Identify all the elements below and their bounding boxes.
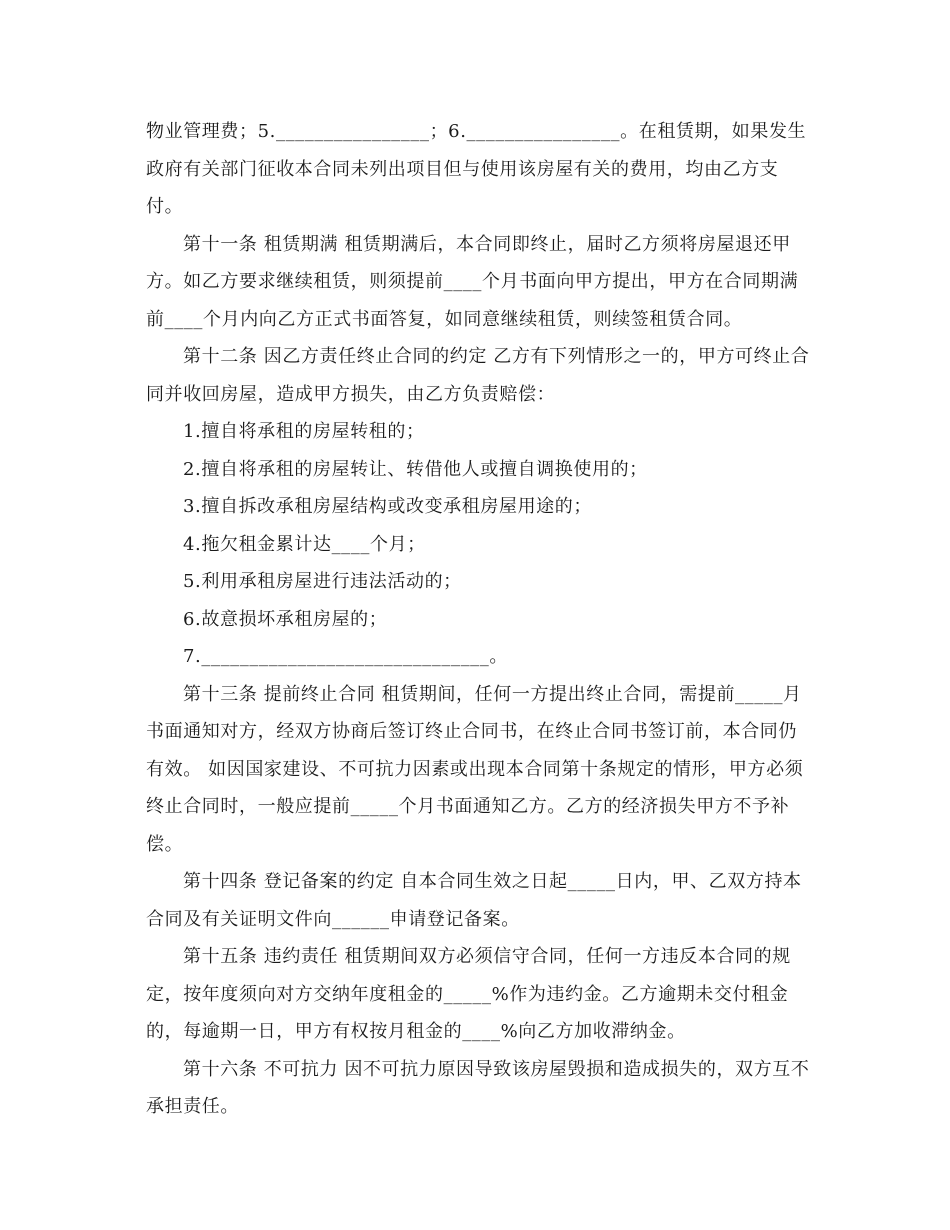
document-body: [146, 117, 811, 1130]
document-line: 4.拖欠租金累计达____个月；: [183, 533, 426, 555]
document-line: 5.利用承租房屋进行违法活动的；: [183, 571, 462, 592]
document-line: 7.______________________________。: [183, 646, 508, 667]
document-line: 付。: [146, 196, 184, 217]
document-line: 同并收回房屋，造成甲方损失，由乙方负责赔偿：: [146, 383, 556, 405]
document-line: 第十五条 违约责任 租赁期间双方必须信守合同，任何一方违反本合同的规: [183, 946, 791, 967]
document-line: 2.擅自将承租的房屋转让、转借他人或擅自调换使用的；: [183, 458, 648, 480]
document-line: 有效。 如因国家建设、不可抗力因素或出现本合同第十条规定的情形，甲方必须: [146, 758, 804, 780]
document-line: 第十二条 因乙方责任终止合同的约定 乙方有下列情形之一的，甲方可终止合: [183, 346, 810, 367]
document-line: 物业管理费；5.________________；6.________________。在租赁期，如果发生: [146, 121, 807, 142]
document-line: 第十三条 提前终止合同 租赁期间，任何一方提出终止合同，需提前_____月: [183, 683, 802, 705]
document-line: 方。如乙方要求继续租赁，则须提前____个月书面向甲方提出，甲方在合同期满: [146, 271, 799, 292]
document-line: 定，按年度须向对方交纳年度租金的_____%作为违约金。乙方逾期未交付租金: [146, 983, 789, 1005]
document-line: 合同及有关证明文件向______申请登记备案。: [146, 908, 520, 930]
document-line: 承担责任。: [146, 1096, 239, 1117]
document-line: 偿。: [146, 833, 184, 855]
document-line: 第十六条 不可抗力 因不可抗力原因导致该房屋毁损和造成损失的，双方互不: [183, 1058, 810, 1080]
document-line: 1.擅自将承租的房屋转租的；: [183, 421, 425, 442]
document-line: 6.故意损坏承租房屋的；: [183, 608, 388, 630]
document-line: 政府有关部门征收本合同未列出项目但与使用该房屋有关的费用，均由乙方支: [146, 158, 779, 180]
document-line: 前____个月内向乙方正式书面答复，如同意继续租赁，则续签租赁合同。: [146, 308, 743, 330]
document-line: 第十一条 租赁期满 租赁期满后，本合同即终止，届时乙方须将房屋退还甲: [183, 233, 791, 255]
document-line: 书面通知对方，经双方协商后签订终止合同书，在终止合同书签订前，本合同仍: [146, 721, 797, 742]
document-line: 的，每逾期一日，甲方有权按月租金的____%向乙方加收滞纳金。: [146, 1021, 686, 1042]
document-line: 3.擅自拆改承租房屋结构或改变承租房屋用途的；: [183, 496, 592, 517]
document-line: 第十四条 登记备案的约定 自本合同生效之日起_____日内，甲、乙双方持本: [183, 871, 802, 892]
document-line: 终止合同时，一般应提前_____个月书面通知乙方。乙方的经济损失甲方不予补: [146, 796, 790, 817]
